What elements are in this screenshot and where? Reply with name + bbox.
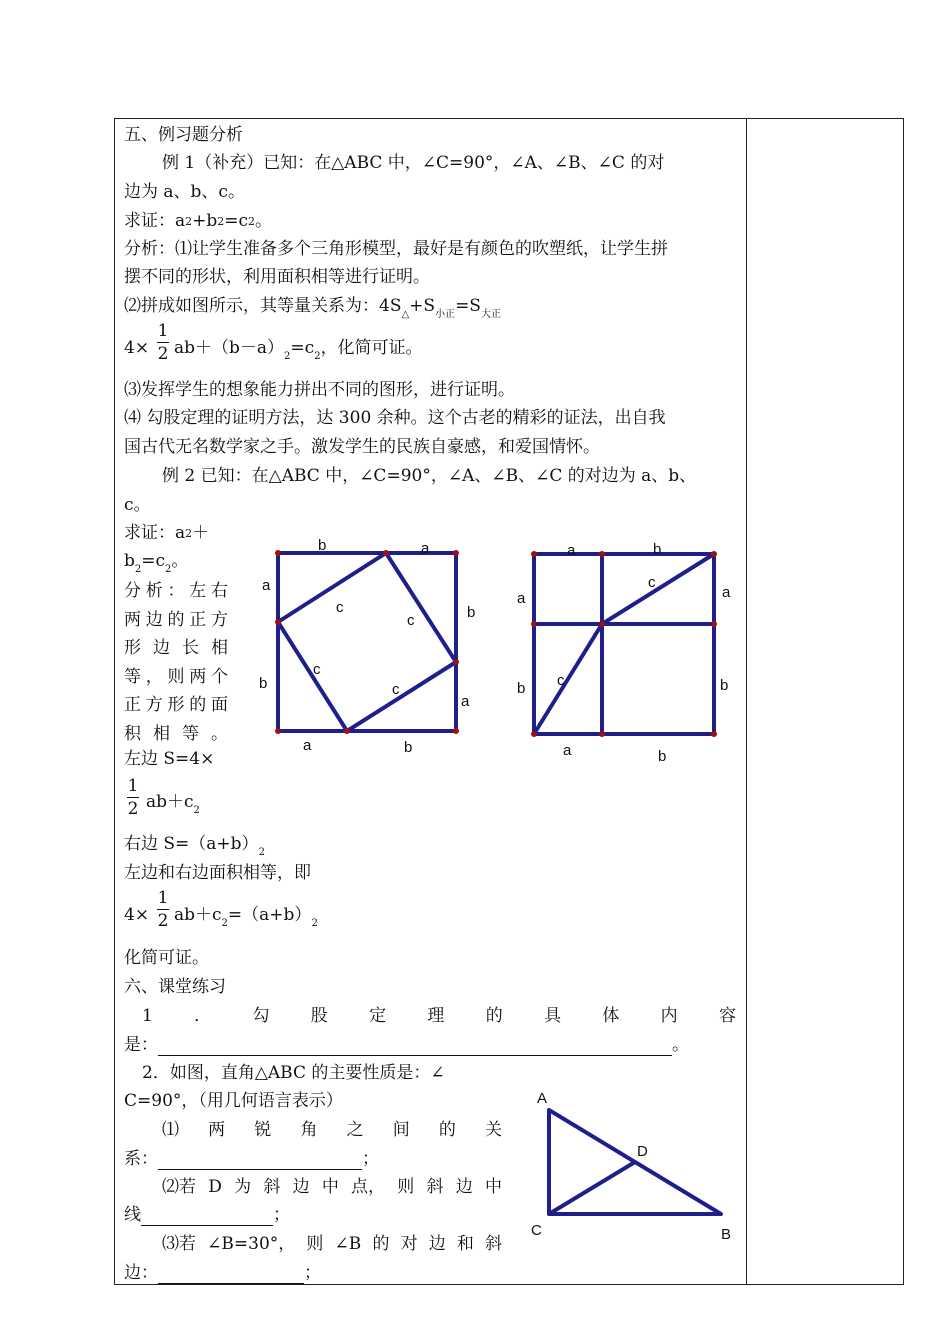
inner-square: [278, 553, 456, 731]
analysis-line: [124, 723, 228, 745]
label-c: c: [407, 612, 415, 629]
equation2-prefix: 4×: [124, 905, 150, 925]
label-a: a: [461, 693, 470, 710]
text-char: 长: [182, 638, 199, 658]
q2-1-answer-blank[interactable]: [158, 1151, 362, 1170]
analysis-line: [124, 637, 228, 659]
text-segment: ⑵若: [162, 1177, 196, 1197]
text-segment: 对: [400, 1234, 418, 1254]
analysis2: ⑵拼成如图所示，其等量关系为：$4S_\triangle+S_{小正}=S_{大正}$: [124, 296, 501, 320]
text-char: 个: [211, 666, 228, 687]
q2-line2: C=90°，（用几何语言表示）: [124, 1091, 343, 1111]
text-segment: ∠B: [334, 1234, 362, 1254]
label-b: b: [259, 675, 268, 692]
text-char: 的: [167, 609, 185, 630]
text-char: 形: [167, 695, 185, 715]
vertex-dot: [383, 550, 389, 556]
equation1-body: $ab+(b-a)_2=c_2$，化简可证。: [174, 338, 423, 362]
equation1-prefix: 4×: [124, 338, 150, 358]
prove1: 求证：a2+b2=c2。: [124, 211, 273, 231]
q2-1-line2: 系： ；: [124, 1149, 379, 1169]
example2-line2: c。: [124, 495, 151, 515]
text-segment: 中: [484, 1177, 502, 1197]
text-segment: 的: [372, 1234, 390, 1254]
analysis1-line2: 摆不同的形状，利用面积相等进行证明。: [124, 267, 430, 287]
right-area: 右边 $S=(a+b)_2$: [124, 834, 265, 858]
label-vertex-b: B: [721, 1226, 732, 1243]
text-char: 。: [211, 723, 228, 744]
median-cd: [549, 1162, 635, 1214]
text-segment: ⑶若: [162, 1234, 196, 1254]
diagonal-c: [602, 554, 714, 624]
q2-3-line2: 边： ；: [124, 1263, 321, 1283]
label-a: a: [262, 577, 271, 594]
example2-line1: 例 2 已知：在△ABC 中，∠C=90°，∠A、∠B、∠C 的对边为 a、b、: [162, 466, 697, 486]
text-segment: 点，: [351, 1177, 386, 1197]
vertex-dot: [711, 731, 717, 737]
figure-rectangles-proof: [510, 535, 750, 770]
fraction-half-2: 1 2: [127, 776, 139, 819]
vertex-dot: [275, 619, 281, 625]
text-segment: 的: [485, 1006, 503, 1026]
text-char: 则: [167, 666, 185, 687]
text-char: 的: [189, 695, 207, 715]
analysis-line: [124, 580, 228, 602]
q2-3-line1: [162, 1233, 502, 1255]
left-area-rest: $ab+c_2$: [146, 792, 200, 816]
label-b: b: [517, 680, 526, 697]
q2-1-line1: [162, 1119, 502, 1141]
text-segment: 中: [321, 1177, 339, 1197]
vertex-dot: [711, 621, 717, 627]
text-segment: 为: [234, 1177, 252, 1197]
vertex-dot: [599, 551, 605, 557]
outer-square: [534, 554, 714, 734]
simplify: 化简可证。: [124, 948, 209, 968]
text-segment: 斜: [263, 1177, 281, 1197]
text-char: 边: [153, 638, 170, 658]
text-segment: ．: [194, 1006, 212, 1026]
text-segment: 关: [484, 1120, 502, 1140]
text-segment: 斜: [485, 1234, 502, 1254]
label-a: a: [421, 540, 430, 557]
q2-line1: 2．如图，直角△ABC 的主要性质是：∠: [142, 1063, 445, 1083]
label-a: a: [517, 590, 526, 607]
text-char: 等: [124, 666, 141, 687]
text-segment: 斜: [426, 1177, 444, 1197]
label-b: b: [318, 537, 327, 554]
q1-line1: [142, 1005, 736, 1027]
analysis4-line2: 国古代无名数学家之手。激发学生的民族自豪感，和爱国情怀。: [124, 437, 600, 457]
left-area: 左边 S=4×: [124, 749, 215, 769]
text-segment: 角: [300, 1120, 318, 1140]
q2-3-answer-blank[interactable]: [158, 1265, 304, 1284]
vertex-dot: [531, 731, 537, 737]
label-b: b: [720, 677, 729, 694]
text-segment: 1: [142, 1006, 153, 1026]
vertex-dot: [531, 551, 537, 557]
text-segment: 体: [602, 1006, 620, 1026]
text-char: 相: [153, 723, 170, 744]
text-char: 面: [211, 695, 228, 715]
q1-answer-blank[interactable]: [158, 1037, 672, 1056]
section5-title: 五、例习题分析: [124, 125, 243, 145]
label-c: c: [336, 599, 344, 616]
vertex-dot: [453, 728, 459, 734]
text-char: 分: [124, 581, 141, 601]
diagonal-c: [534, 624, 602, 734]
text-segment: 容: [718, 1006, 736, 1026]
vertex-dot: [275, 728, 281, 734]
fraction-half-1: 1 2: [157, 321, 169, 364]
label-a: a: [303, 737, 312, 754]
q2-2-answer-blank[interactable]: [141, 1207, 273, 1226]
analysis-line: [124, 666, 228, 688]
analysis4-line1: ⑷ 勾股定理的证明方法，达 300 余种。这个古老的精彩的证法，出自我: [124, 408, 666, 428]
text-segment: 两: [208, 1120, 226, 1140]
example1-line2: 边为 a、b、c。: [124, 182, 245, 202]
text-segment: 边: [292, 1177, 310, 1197]
figure-inner-square-proof: [250, 530, 480, 760]
text-char: 两: [189, 666, 207, 687]
q1-line2: 是： 。: [124, 1035, 689, 1055]
section6-title: 六、课堂练习: [124, 977, 226, 997]
text-segment: 之: [346, 1120, 364, 1140]
text-char: 等: [182, 723, 199, 744]
text-char: 右: [211, 581, 228, 601]
text-segment: 股: [310, 1006, 328, 1026]
text-segment: 具: [544, 1006, 562, 1026]
equal-statement: 左边和右边面积相等，即: [124, 863, 311, 883]
label-b: b: [653, 541, 662, 558]
analysis1-line1: 分析：⑴让学生准备多个三角形模型，最好是有颜色的吹塑纸，让学生拼: [124, 239, 668, 259]
text-segment: 理: [427, 1006, 445, 1026]
label-vertex-a: A: [537, 1090, 548, 1107]
label-c: c: [557, 672, 565, 689]
text-char: 方: [211, 609, 228, 630]
prove2-line1: 求证：a2＋: [124, 523, 210, 543]
vertex-dot: [599, 621, 605, 627]
label-a: a: [722, 584, 731, 601]
text-segment: ∠B=30°，: [207, 1234, 296, 1254]
text-char: 析: [145, 581, 163, 601]
text-char: 方: [145, 695, 163, 715]
text-char: 两: [124, 609, 141, 630]
example1-line1: 例 1（补充）已知：在△ABC 中，∠C=90°，∠A、∠B、∠C 的对: [162, 153, 665, 173]
outer-square: [278, 553, 456, 731]
text-char: ：: [167, 581, 185, 601]
vertex-dot: [453, 550, 459, 556]
q2-2-line1: [162, 1176, 502, 1198]
text-segment: 边: [428, 1234, 446, 1254]
text-char: 形: [124, 638, 141, 658]
text-char: 左: [189, 581, 207, 601]
label-b: b: [658, 748, 667, 765]
label-c: c: [313, 661, 321, 678]
label-vertex-c: C: [531, 1222, 542, 1239]
vertex-dot: [711, 551, 717, 557]
label-a: a: [567, 542, 576, 559]
label-b: b: [404, 739, 413, 756]
analysis3: ⑶发挥学生的想象能力拼出不同的图形，进行证明。: [124, 380, 515, 400]
text-segment: 和: [456, 1234, 474, 1254]
text-char: ，: [145, 666, 163, 687]
label-point-d: D: [637, 1143, 648, 1160]
analysis-line: [124, 694, 228, 716]
text-segment: 定: [369, 1006, 387, 1026]
vertex-dot: [531, 621, 537, 627]
equation2-body: $ab+c_2=(a+b)_2$: [174, 905, 318, 929]
label-c: c: [648, 574, 656, 591]
text-segment: 内: [660, 1006, 678, 1026]
vertex-dot: [275, 550, 281, 556]
text-segment: D: [208, 1177, 222, 1197]
prove2-line2: $b_2=c_2$。: [124, 551, 189, 575]
label-a: a: [563, 742, 572, 759]
analysis-line: [124, 609, 228, 631]
text-char: 正: [124, 695, 141, 715]
vertex-dot: [453, 659, 459, 665]
text-char: 积: [124, 723, 141, 744]
text-segment: 勾: [252, 1006, 270, 1026]
figure-right-triangle: [525, 1088, 745, 1248]
text-char: 边: [145, 609, 163, 630]
text-char: 相: [211, 638, 228, 658]
vertex-dot: [599, 731, 605, 737]
fraction-half-3: 1 2: [157, 888, 169, 931]
text-segment: ⑴: [162, 1120, 179, 1140]
text-segment: 则: [306, 1234, 324, 1254]
label-c: c: [392, 681, 400, 698]
label-b: b: [467, 604, 476, 621]
text-char: 正: [189, 609, 207, 630]
text-segment: 锐: [254, 1120, 272, 1140]
text-segment: 边: [455, 1177, 473, 1197]
text-segment: 则: [397, 1177, 415, 1197]
text-segment: 的: [438, 1120, 456, 1140]
vertex-dot: [344, 728, 350, 734]
q2-2-line2: 线 ；: [124, 1205, 290, 1225]
text-segment: 间: [392, 1120, 410, 1140]
